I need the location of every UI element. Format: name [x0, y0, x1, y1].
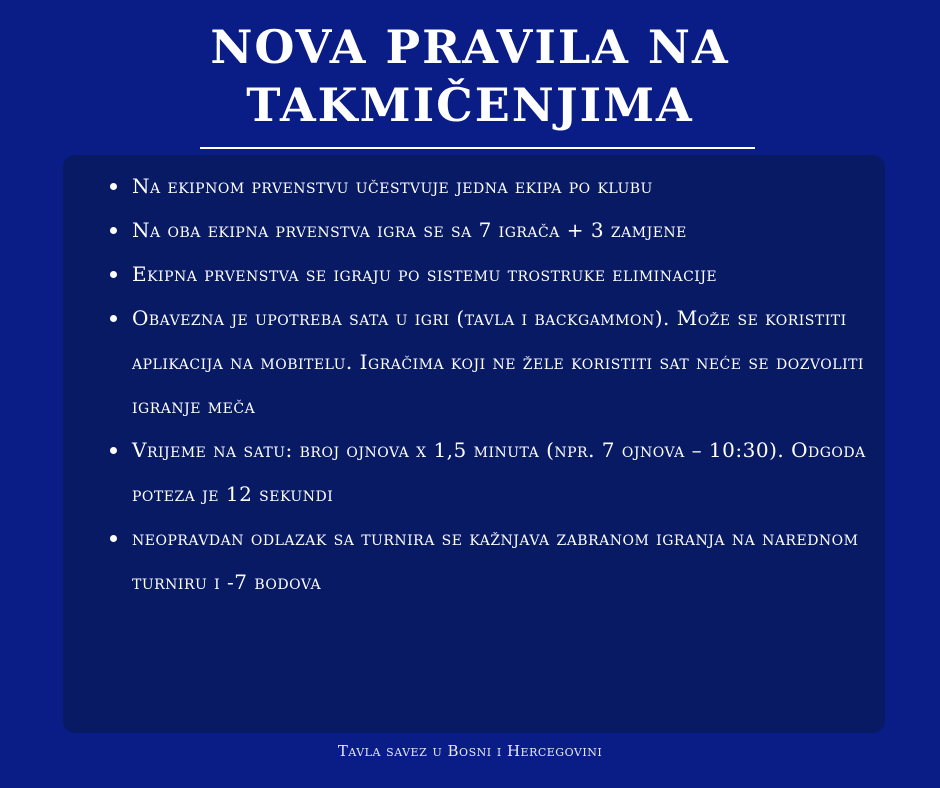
- rule-text: Obavezna je upotreba sata u igri (tavla i backgammon). Može se koristiti aplikacija na mobitelu. Igračima koji ne žele koristiti sat neće se dozvoliti igranje meča: [132, 306, 864, 418]
- list-item: [105, 252, 875, 296]
- footer-organization: Tavla savez u Bosni i Hercegovini: [337, 742, 603, 760]
- bullet-icon: [110, 227, 117, 234]
- rule-text: Vrijeme na satu: broj ojnova x 1,5 minuta (npr. 7 ojnova – 10:30). Odgoda poteza je 12 sekundi: [132, 438, 866, 506]
- list-item: [105, 164, 875, 208]
- list-item: [105, 516, 875, 604]
- page-title: [0, 18, 940, 134]
- title-line-1: NOVA PRAVILA NA: [210, 20, 730, 74]
- bullet-icon: [110, 535, 117, 542]
- bullet-icon: [110, 315, 117, 322]
- list-item: [105, 428, 875, 516]
- list-item: [105, 208, 875, 252]
- rule-text: neopravdan odlazak sa turnira se kažnjava zabranom igranja na narednom turniru i -7 bodova: [132, 526, 859, 594]
- rules-list: [105, 164, 875, 604]
- bullet-icon: [110, 447, 117, 454]
- title-divider: [200, 147, 755, 149]
- rule-text: Ekipna prvenstva se igraju po sistemu trostruke eliminacije: [132, 262, 718, 286]
- rule-text: Na oba ekipna prvenstva igra se sa 7 igrača + 3 zamjene: [132, 218, 687, 242]
- list-item: [105, 296, 875, 428]
- title-line-2: TAKMIČENJIMA: [246, 78, 694, 132]
- bullet-icon: [110, 183, 117, 190]
- bullet-icon: [110, 271, 117, 278]
- rule-text: Na ekipnom prvenstvu učestvuje jedna ekipa po klubu: [132, 174, 653, 198]
